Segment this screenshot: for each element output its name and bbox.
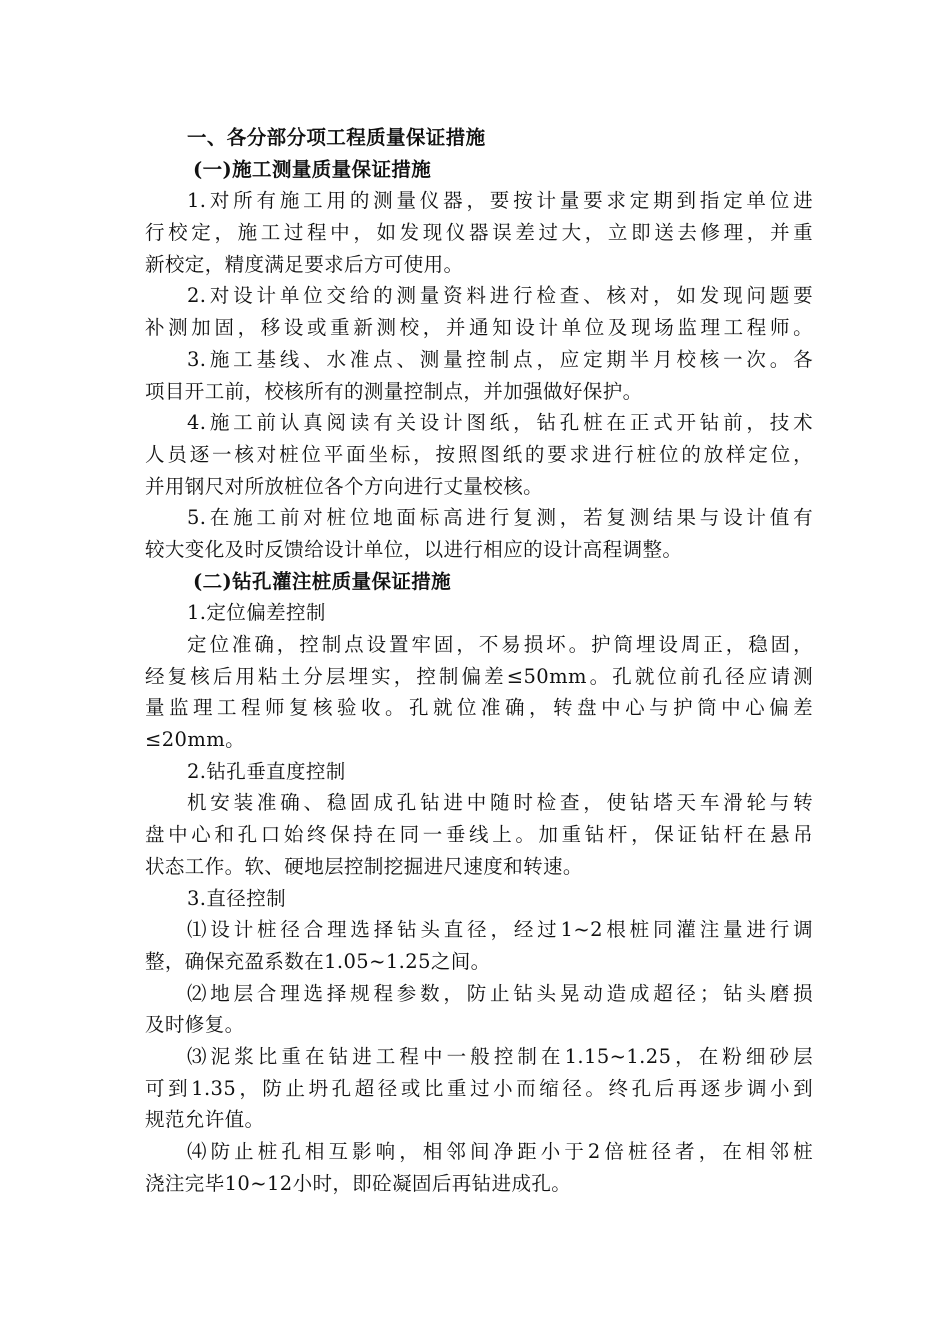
paragraph-line: 较大变化及时反馈给设计单位，以进行相应的设计高程调整。 (145, 537, 683, 561)
paragraph-line: 行校定，施工过程中，如发现仪器误差过大，立即送去修理，并重 (145, 221, 813, 245)
paragraph-line: 4.施工前认真阅读有关设计图纸，钻孔桩在正式开钻前，技术 (187, 411, 813, 435)
subsection-title: 2.钻孔垂直度控制 (187, 759, 346, 783)
subsection-title: 1.定位偏差控制 (187, 601, 326, 625)
paragraph-line: 补测加固，移设或重新测校，并通知设计单位及现场监理工程师。 (145, 316, 813, 340)
paragraph-line: 量监理工程师复核验收。孔就位准确，转盘中心与护筒中心偏差 (145, 696, 813, 720)
paragraph-line: ⑴设计桩径合理选择钻头直径，经过1~2根桩同灌注量进行调 (187, 918, 813, 942)
paragraph-line: 3.施工基线、水准点、测量控制点，应定期半月校核一次。各 (187, 347, 813, 371)
paragraph-line: 可到1.35，防止坍孔超径或比重过小而缩径。终孔后再逐步调小到 (145, 1076, 813, 1100)
paragraph-line: 机安装准确、稳固成孔钻进中随时检查，使钻塔天车滑轮与转 (187, 791, 813, 815)
main-heading: 一、各分部分项工程质量保证措施 (187, 126, 486, 149)
subsection-title: 3.直径控制 (187, 886, 287, 910)
paragraph-line: 5.在施工前对桩位地面标高进行复测，若复测结果与设计值有 (187, 506, 813, 530)
paragraph-line: 项目开工前，校核所有的测量控制点，并加强做好保护。 (145, 379, 643, 403)
paragraph-line: 状态工作。软、硬地层控制挖掘进尺速度和转速。 (145, 854, 583, 878)
paragraph-line: 经复核后用粘土分层埋实，控制偏差≤50mm。孔就位前孔径应请测 (145, 664, 813, 688)
paragraph-line: ≤20mm。 (145, 728, 246, 752)
paragraph-line: 盘中心和孔口始终保持在同一垂线上。加重钻杆，保证钻杆在悬吊 (145, 823, 813, 847)
paragraph-line: 新校定，精度满足要求后方可使用。 (145, 252, 464, 276)
paragraph-line: 并用钢尺对所放桩位各个方向进行丈量校核。 (145, 474, 544, 498)
section-title-piles: (二)钻孔灌注桩质量保证措施 (193, 569, 452, 593)
paragraph-line: 人员逐一核对桩位平面坐标，按照图纸的要求进行桩位的放样定位， (145, 442, 813, 466)
paragraph-line: ⑷防止桩孔相互影响，相邻间净距小于2倍桩径者，在相邻桩 (187, 1140, 813, 1163)
paragraph-line: 1.对所有施工用的测量仪器，要按计量要求定期到指定单位进 (187, 189, 813, 213)
paragraph-line: 定位准确，控制点设置牢固，不易损坏。护筒埋设周正，稳固， (187, 633, 813, 656)
paragraph-line: 2.对设计单位交给的测量资料进行检查、核对，如发现问题要 (187, 284, 813, 308)
paragraph-line: 及时修复。 (145, 1013, 245, 1037)
paragraph-line: 整，确保充盈系数在1.05~1.25之间。 (145, 949, 491, 973)
paragraph-line: ⑵地层合理选择规程参数，防止钻头晃动造成超径；钻头磨损 (187, 981, 813, 1005)
paragraph-line: 规范允许值。 (145, 1108, 265, 1132)
paragraph-line: 浇注完毕10~12小时，即砼凝固后再钻进成孔。 (145, 1171, 572, 1195)
document-page (145, 122, 813, 1199)
section-title-survey: (一)施工测量质量保证措施 (193, 157, 432, 181)
paragraph-line: ⑶泥浆比重在钻进工程中一般控制在1.15~1.25，在粉细砂层 (187, 1044, 813, 1068)
